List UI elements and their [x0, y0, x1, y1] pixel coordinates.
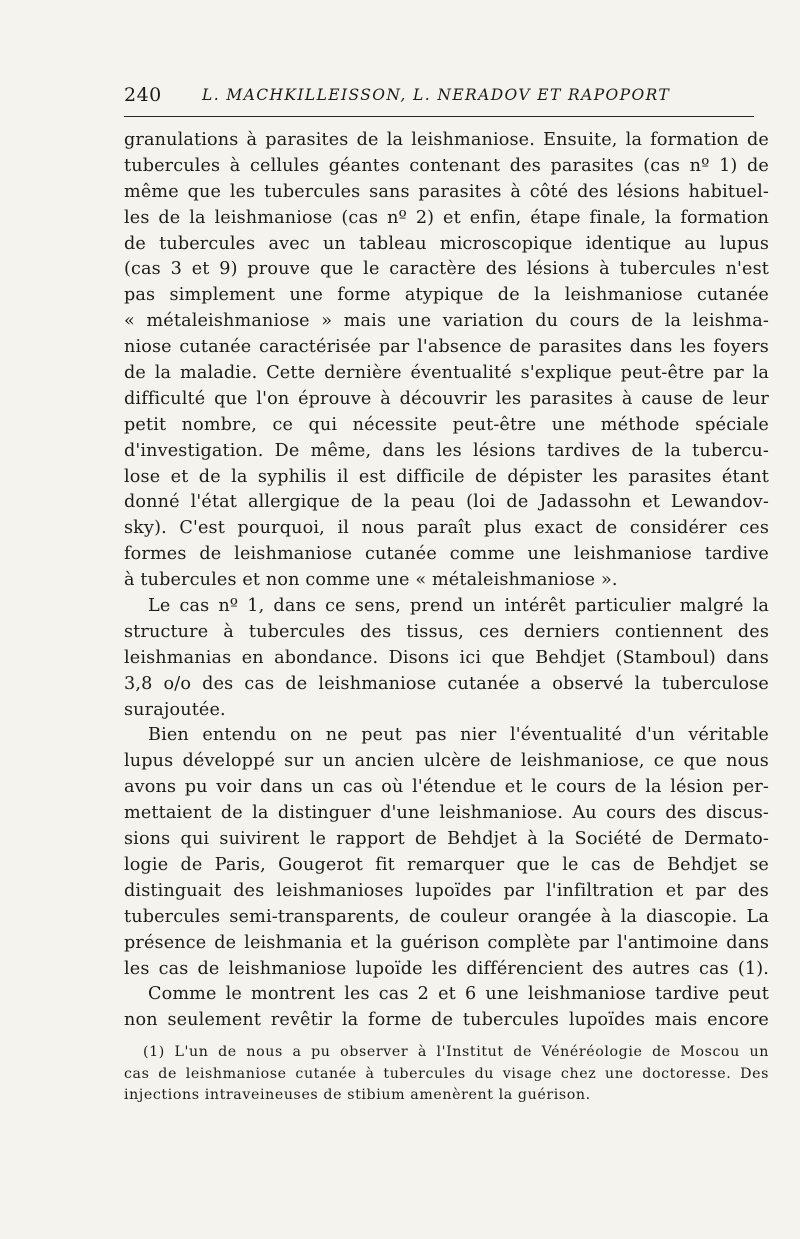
text-line: de tubercules avec un tableau microscopique identique au lupus: [124, 233, 769, 254]
text-line: formes de leishmaniose cutanée comme une leishmaniose tardive: [124, 544, 769, 565]
text-line: (cas 3 et 9) prouve que le caractère des lésions à tubercules n'est: [124, 259, 769, 280]
text-line: distinguait des leishmanioses lupoïdes par l'infiltration et par des: [124, 880, 769, 901]
text-line: logie de Paris, Gougerot fit remarquer que le cas de Behdjet se: [124, 854, 769, 875]
text-line: petit nombre, ce qui nécessite peut-être une méthode spéciale: [124, 414, 769, 435]
page-number: 240: [124, 84, 162, 106]
text-line: 3,8 o/o des cas de leishmaniose cutanée a observé la tuberculose: [124, 673, 769, 694]
text-line: sky). C'est pourquoi, il nous paraît plus exact de considérer ces: [124, 518, 769, 539]
text-line: les cas de leishmaniose lupoïde les différencient des autres cas (1).: [124, 958, 769, 979]
text-line: donné l'état allergique de la peau (loi de Jadassohn et Lewandov-: [124, 492, 769, 513]
text-line: lupus développé sur un ancien ulcère de leishmaniose, ce que nous: [124, 751, 769, 772]
footnote-line: injections intraveineuses de stibium amenèrent la guérison.: [124, 1087, 591, 1103]
header-rule: [124, 116, 754, 117]
text-line: tubercules semi-transparents, de couleur orangée à la diascopie. La: [124, 906, 769, 927]
text-line: d'investigation. De même, dans les lésions tardives de la tubercu-: [124, 440, 769, 461]
text-line: Comme le montrent les cas 2 et 6 une leishmaniose tardive peut: [148, 984, 769, 1005]
text-line: Le cas nº 1, dans ce sens, prend un intérêt particulier malgré la: [148, 596, 769, 617]
text-line: structure à tubercules des tissus, ces derniers contiennent des: [124, 621, 769, 642]
text-line: difficulté que l'on éprouve à découvrir les parasites à cause de leur: [124, 388, 769, 409]
text-line: sions qui suivirent le rapport de Behdjet à la Société de Dermato-: [124, 829, 769, 850]
text-line: pas simplement une forme atypique de la leishmaniose cutanée: [124, 285, 769, 306]
text-line: à tubercules et non comme une « métaleishmaniose ».: [124, 570, 618, 591]
page-header: [124, 84, 754, 110]
text-line: Bien entendu on ne peut pas nier l'éventualité d'un véritable: [148, 725, 769, 746]
text-line: de la maladie. Cette dernière éventualité s'explique peut-être par la: [124, 363, 769, 384]
text-line: les de la leishmaniose (cas nº 2) et enfin, étape finale, la formation: [124, 207, 769, 228]
footnote: [124, 1042, 769, 1107]
text-line: présence de leishmania et la guérison complète par l'antimoine dans: [124, 932, 769, 953]
footnote-line: cas de leishmaniose cutanée à tubercules du visage chez une doctoresse. Des: [124, 1065, 769, 1082]
footnote-line: (1) L'un de nous a pu observer à l'Institut de Vénéréologie de Moscou un: [143, 1044, 769, 1060]
text-line: lose et de la syphilis il est difficile de dépister les parasites étant: [124, 466, 769, 487]
text-line: niose cutanée caractérisée par l'absence de parasites dans les foyers: [124, 337, 769, 358]
running-title: L. MACHKILLEISSON, L. NERADOV ET RAPOPORT: [202, 86, 671, 104]
text-line: mettaient de la distinguer d'une leishmaniose. Au cours des discus-: [124, 803, 769, 824]
text-line: « métaleishmaniose » mais une variation du cours de la leishma-: [124, 311, 769, 332]
text-line: tubercules à cellules géantes contenant des parasites (cas nº 1) de: [124, 155, 769, 176]
text-line: avons pu voir dans un cas où l'étendue et le cours de la lésion per-: [124, 777, 769, 798]
text-line: granulations à parasites de la leishmaniose. Ensuite, la formation de: [124, 130, 769, 150]
text-line: non seulement revêtir la forme de tubercules lupoïdes mais encore: [124, 1010, 769, 1031]
text-line: même que les tubercules sans parasites à côté des lésions habituel-: [124, 181, 769, 202]
text-line: surajoutée.: [124, 699, 226, 720]
text-line: leishmanias en abondance. Disons ici que Behdjet (Stamboul) dans: [124, 647, 769, 668]
body-text: [124, 128, 769, 1034]
